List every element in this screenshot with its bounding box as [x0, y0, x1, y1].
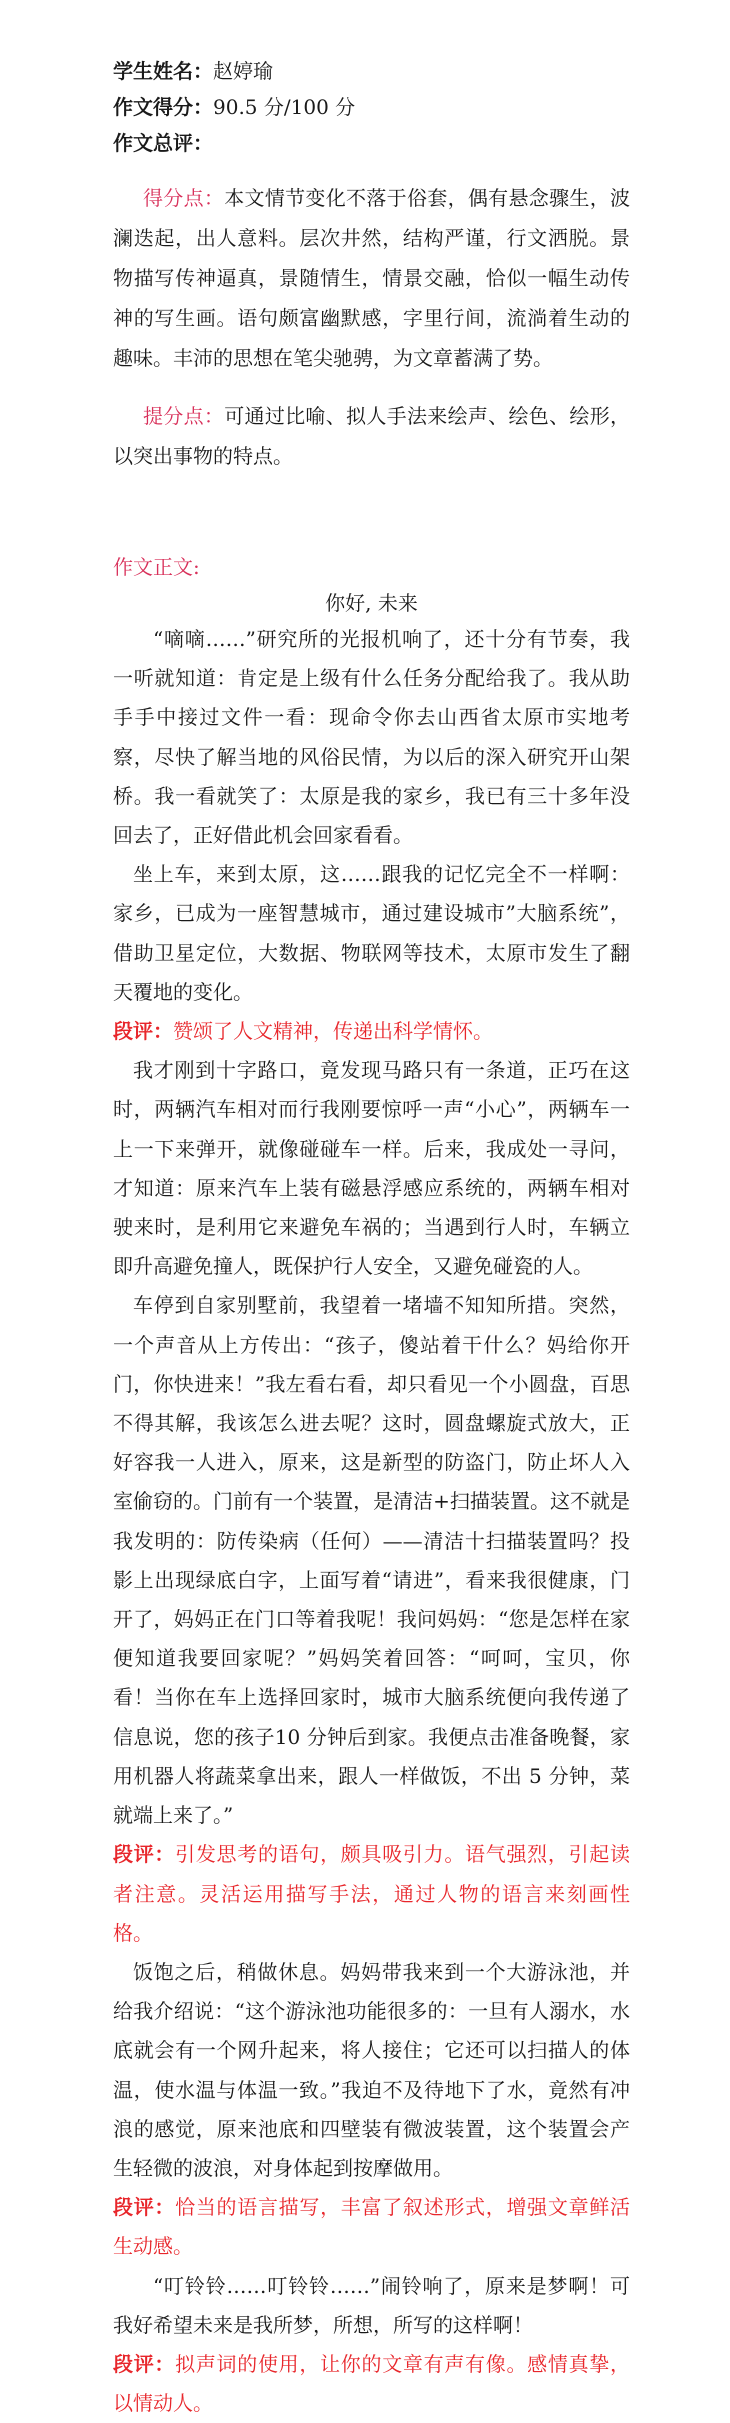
score-line — [113, 94, 630, 120]
essay-paragraph-6: “叮铃铃……叮铃铃……”闹铃响了，原来是梦啊！可我好希望未来是我所梦，所想，所写的这样啊！ — [113, 2273, 630, 2337]
paragraph-comment-3 — [113, 2188, 630, 2266]
comment-text: 恰当的语言描写，丰富了叙述形式，增强文章鲜活生动感。 — [113, 2195, 630, 2259]
essay-paragraph-4: 车停到自家别墅前，我望着一堵墙不知知所措。突然，一个声音从上方传出：“孩子，傻站着干什么？妈给你开门，你快进来！”我左看右看，却只看见一个小圆盘，百思不得其解，我该怎么进去呢？这时，圆盘螺旋式放大，正好容我一人进入，原来，这是新型的防盗门，防止坏人入室偷窃的。门前有一个装置，是清洁+扫描装置。这不就是我发明的：防传染病（任何）——清洁十扫描装置吗？投影上出现绿底白字，上面写着“请进”，看来我很健康，门开了，妈妈正在门口等着我呢！我问妈妈：“您是怎样在家便知道我要回家呢？”妈妈笑着回答：“呵呵，宝贝，你看！当你在车上选择回家时，城市大脑系统便向我传递了信息说，您的孩子10 分钟后到家。我便点击准备晚餐，家用机器人将蔬菜拿出来，跟人一样做饭，不出 5 分钟，菜就端上来了。” — [113, 1293, 630, 1828]
paragraph-comment-2 — [113, 1835, 630, 1953]
essay-title: 你好, 未来 — [325, 591, 418, 615]
paragraph-comment-4 — [113, 2345, 630, 2423]
summary-heading — [113, 130, 630, 156]
student-name: 赵婷瑜 — [213, 59, 273, 83]
improve-review — [113, 396, 630, 476]
essay-paragraph-1: “嘀嘀……”研究所的光报机响了，还十分有节奏，我一听就知道：肯定是上级有什么任务分配给我了。我从助手手中接过文件一看：现命令你去山西省太原市实地考察，尽快了解当地的风俗民情，为以后的深入研究开山架桥。我一看就笑了：太原是我的家乡，我已有三十多年没回去了，正好借此机会回家看看。 — [113, 627, 630, 848]
merit-review — [113, 178, 630, 378]
student-name-line — [113, 58, 630, 84]
essay-paragraph-2: 坐上车，来到太原，这……跟我的记忆完全不一样啊：家乡，已成为一座智慧城市，通过建设城市”大脑系统”，借助卫星定位，大数据、物联网等技术，太原市发生了翻天覆地的变化。 — [113, 862, 630, 1004]
comment-label: 段评： — [113, 1019, 173, 1044]
comment-label: 段评： — [113, 1842, 176, 1867]
score-value: 90.5 分/100 分 — [213, 95, 356, 119]
summary-label: 作文总评： — [113, 131, 213, 155]
comment-text: 引发思考的语句，颇具吸引力。语气强烈，引起读者注意。灵活运用描写手法，通过人物的语言来刻画性格。 — [113, 1842, 630, 1945]
comment-text: 赞颂了人文精神，传递出科学情怀。 — [173, 1019, 493, 1044]
essay-section-label: 作文正文: — [113, 555, 200, 579]
comment-label: 段评： — [113, 2195, 176, 2220]
improve-label: 提分点： — [143, 404, 225, 428]
comment-text: 拟声词的使用，让你的文章有声有像。感情真挚，以情动人。 — [113, 2351, 630, 2416]
comment-label: 段评： — [113, 2351, 176, 2376]
student-name-label: 学生姓名： — [113, 59, 213, 83]
essay-paragraph-5: 饭饱之后，稍做休息。妈妈带我来到一个大游泳池，并给我介绍说：“这个游泳池功能很多的：一旦有人溺水，水底就会有一个网升起来，将人接住；它还可以扫描人的体温，使水温与体温一致。”我迫不及待地下了水，竟然有冲浪的感觉，原来池底和四壁装有微波装置，这个装置会产生轻微的波浪，对身体起到按摩做用。 — [113, 1959, 630, 2180]
paragraph-comment-1 — [113, 1012, 630, 1051]
improve-text: 可通过比喻、拟人手法来绘声、绘色、绘形，以突出事物的特点。 — [113, 404, 631, 468]
merit-label: 得分点： — [143, 186, 225, 210]
merit-text: 本文情节变化不落于俗套，偶有悬念骤生，波澜迭起，出人意料。层次井然，结构严谨，行文洒脱。景物描写传神逼真，景随情生，情景交融，恰似一幅生动传神的写生画。语句颇富幽默感，字里行间，流淌着生动的趣味。丰沛的思想在笔尖驰骋，为文章蓄满了势。 — [113, 186, 631, 370]
score-label: 作文得分： — [113, 95, 213, 119]
essay-paragraph-3: 我才刚到十字路口，竟发现马路只有一条道，正巧在这时，两辆汽车相对而行我刚要惊呼一声“小心”，两辆车一上一下来弹开，就像碰碰车一样。后来，我成处一寻问，才知道：原来汽车上装有磁悬浮感应系统的，两辆车相对驶来时，是利用它来避免车祸的；当遇到行人时，车辆立即升高避免撞人，既保护行人安全，又避免碰瓷的人。 — [113, 1058, 630, 1279]
